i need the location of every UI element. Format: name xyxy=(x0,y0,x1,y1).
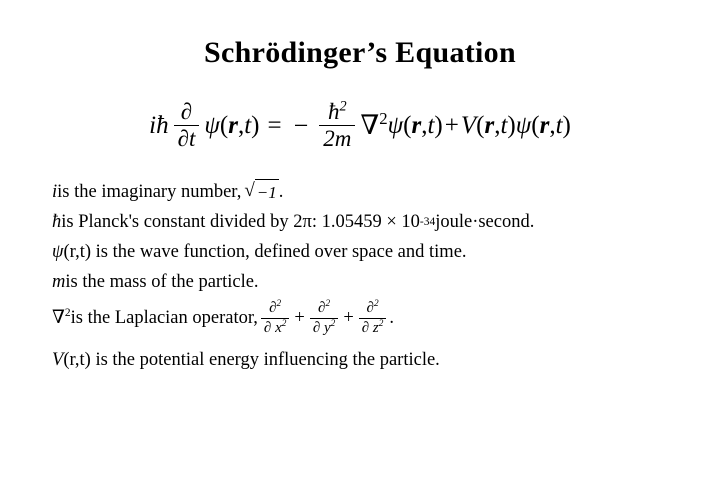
symbol-m-def: m xyxy=(52,272,66,293)
equation-lhs xyxy=(149,100,259,151)
page-title: Schrödinger’s Equation xyxy=(204,36,516,69)
symbol-nabla-def: ∇$^2$ xyxy=(52,307,71,329)
partial-variable: ∂t xyxy=(174,125,200,151)
radical-sign: √ xyxy=(244,180,255,202)
definition-wave-function xyxy=(52,238,720,266)
slide-canvas xyxy=(0,36,720,498)
laplacian-term-z-numerator: ∂$^2$ xyxy=(366,299,379,317)
symbol-psi-def: ψ xyxy=(52,242,64,263)
definition-imaginary-number-tail: . xyxy=(278,181,284,202)
radicand: −1 xyxy=(255,179,279,206)
laplacian-term-z xyxy=(359,300,387,336)
definition-planck-constant-text: is Planck's constant divided by 2π: 1.05459 × 10 xyxy=(61,212,420,233)
symbol-i-def: i xyxy=(52,181,58,202)
symbol-hbar: ħ xyxy=(156,111,169,139)
psi-rhs: ψ xyxy=(387,111,404,139)
symbol-i: i xyxy=(149,111,157,139)
psi-last: ψ xyxy=(515,111,532,139)
equation-rhs-kinetic xyxy=(290,100,443,151)
equation-rhs-potential xyxy=(443,112,571,140)
equals-sign: = xyxy=(267,111,282,139)
schrodinger-equation xyxy=(0,100,720,151)
symbol-hbar-def: ħ xyxy=(52,212,62,233)
laplacian-term-y-numerator: ∂$^2$ xyxy=(318,299,331,317)
laplacian-plus-2: + xyxy=(343,308,354,329)
square-root-minus-one xyxy=(244,177,278,206)
laplacian-term-x-numerator: ∂$^2$ xyxy=(269,299,282,317)
definition-imaginary-number-text: is the imaginary number, xyxy=(57,181,242,202)
definition-laplacian-text: is the Laplacian operator, xyxy=(70,308,258,329)
definition-wave-function-text: (r,t) is the wave function, defined over space and time. xyxy=(63,242,467,263)
definition-mass-text: is the mass of the particle. xyxy=(65,272,259,293)
psi-last-args: (r,t) xyxy=(531,111,571,139)
psi-lhs-args: (r,t) xyxy=(219,111,260,139)
definitions-list xyxy=(52,177,720,374)
definition-potential-energy-text: (r,t) is the potential energy influencing the particle. xyxy=(63,350,440,371)
laplacian-term-z-denominator: ∂ $z^2$ xyxy=(359,318,387,337)
definition-mass xyxy=(52,268,720,296)
potential-symbol: V xyxy=(460,111,477,139)
potential-args: (r,t) xyxy=(476,111,516,139)
plus-sign: + xyxy=(444,111,459,139)
laplacian-term-y xyxy=(310,300,338,336)
hbar-squared: $ħ^2$ xyxy=(328,98,347,124)
minus-sign: − xyxy=(293,110,309,140)
laplacian-term-x-denominator: ∂ $x^2$ xyxy=(261,318,289,337)
symbol-v-def: V xyxy=(52,350,64,371)
two-m: 2m xyxy=(319,125,355,151)
partial-symbol: ∂ xyxy=(180,99,193,124)
hbar-squared-over-2m xyxy=(319,100,355,151)
definition-planck-constant-tail: joule·second. xyxy=(435,212,535,233)
partial-derivative-fraction xyxy=(174,100,200,151)
definition-imaginary-number xyxy=(52,177,720,206)
definition-planck-constant: ħ is Planck's constant divided by 2π: 1.05459 × 10 -34 joule·second. xyxy=(52,208,720,236)
laplacian-operator-symbol: ∇$^2$ xyxy=(360,109,388,141)
definition-laplacian-operator xyxy=(52,300,720,336)
laplacian-term-x xyxy=(261,300,289,336)
definition-potential-energy xyxy=(52,346,720,374)
definition-laplacian-tail: . xyxy=(389,308,395,329)
psi-rhs-args: (r,t) xyxy=(403,111,443,139)
laplacian-term-y-denominator: ∂ $y^2$ xyxy=(310,318,338,337)
psi-lhs: ψ xyxy=(204,111,220,139)
laplacian-plus-1: + xyxy=(294,308,305,329)
